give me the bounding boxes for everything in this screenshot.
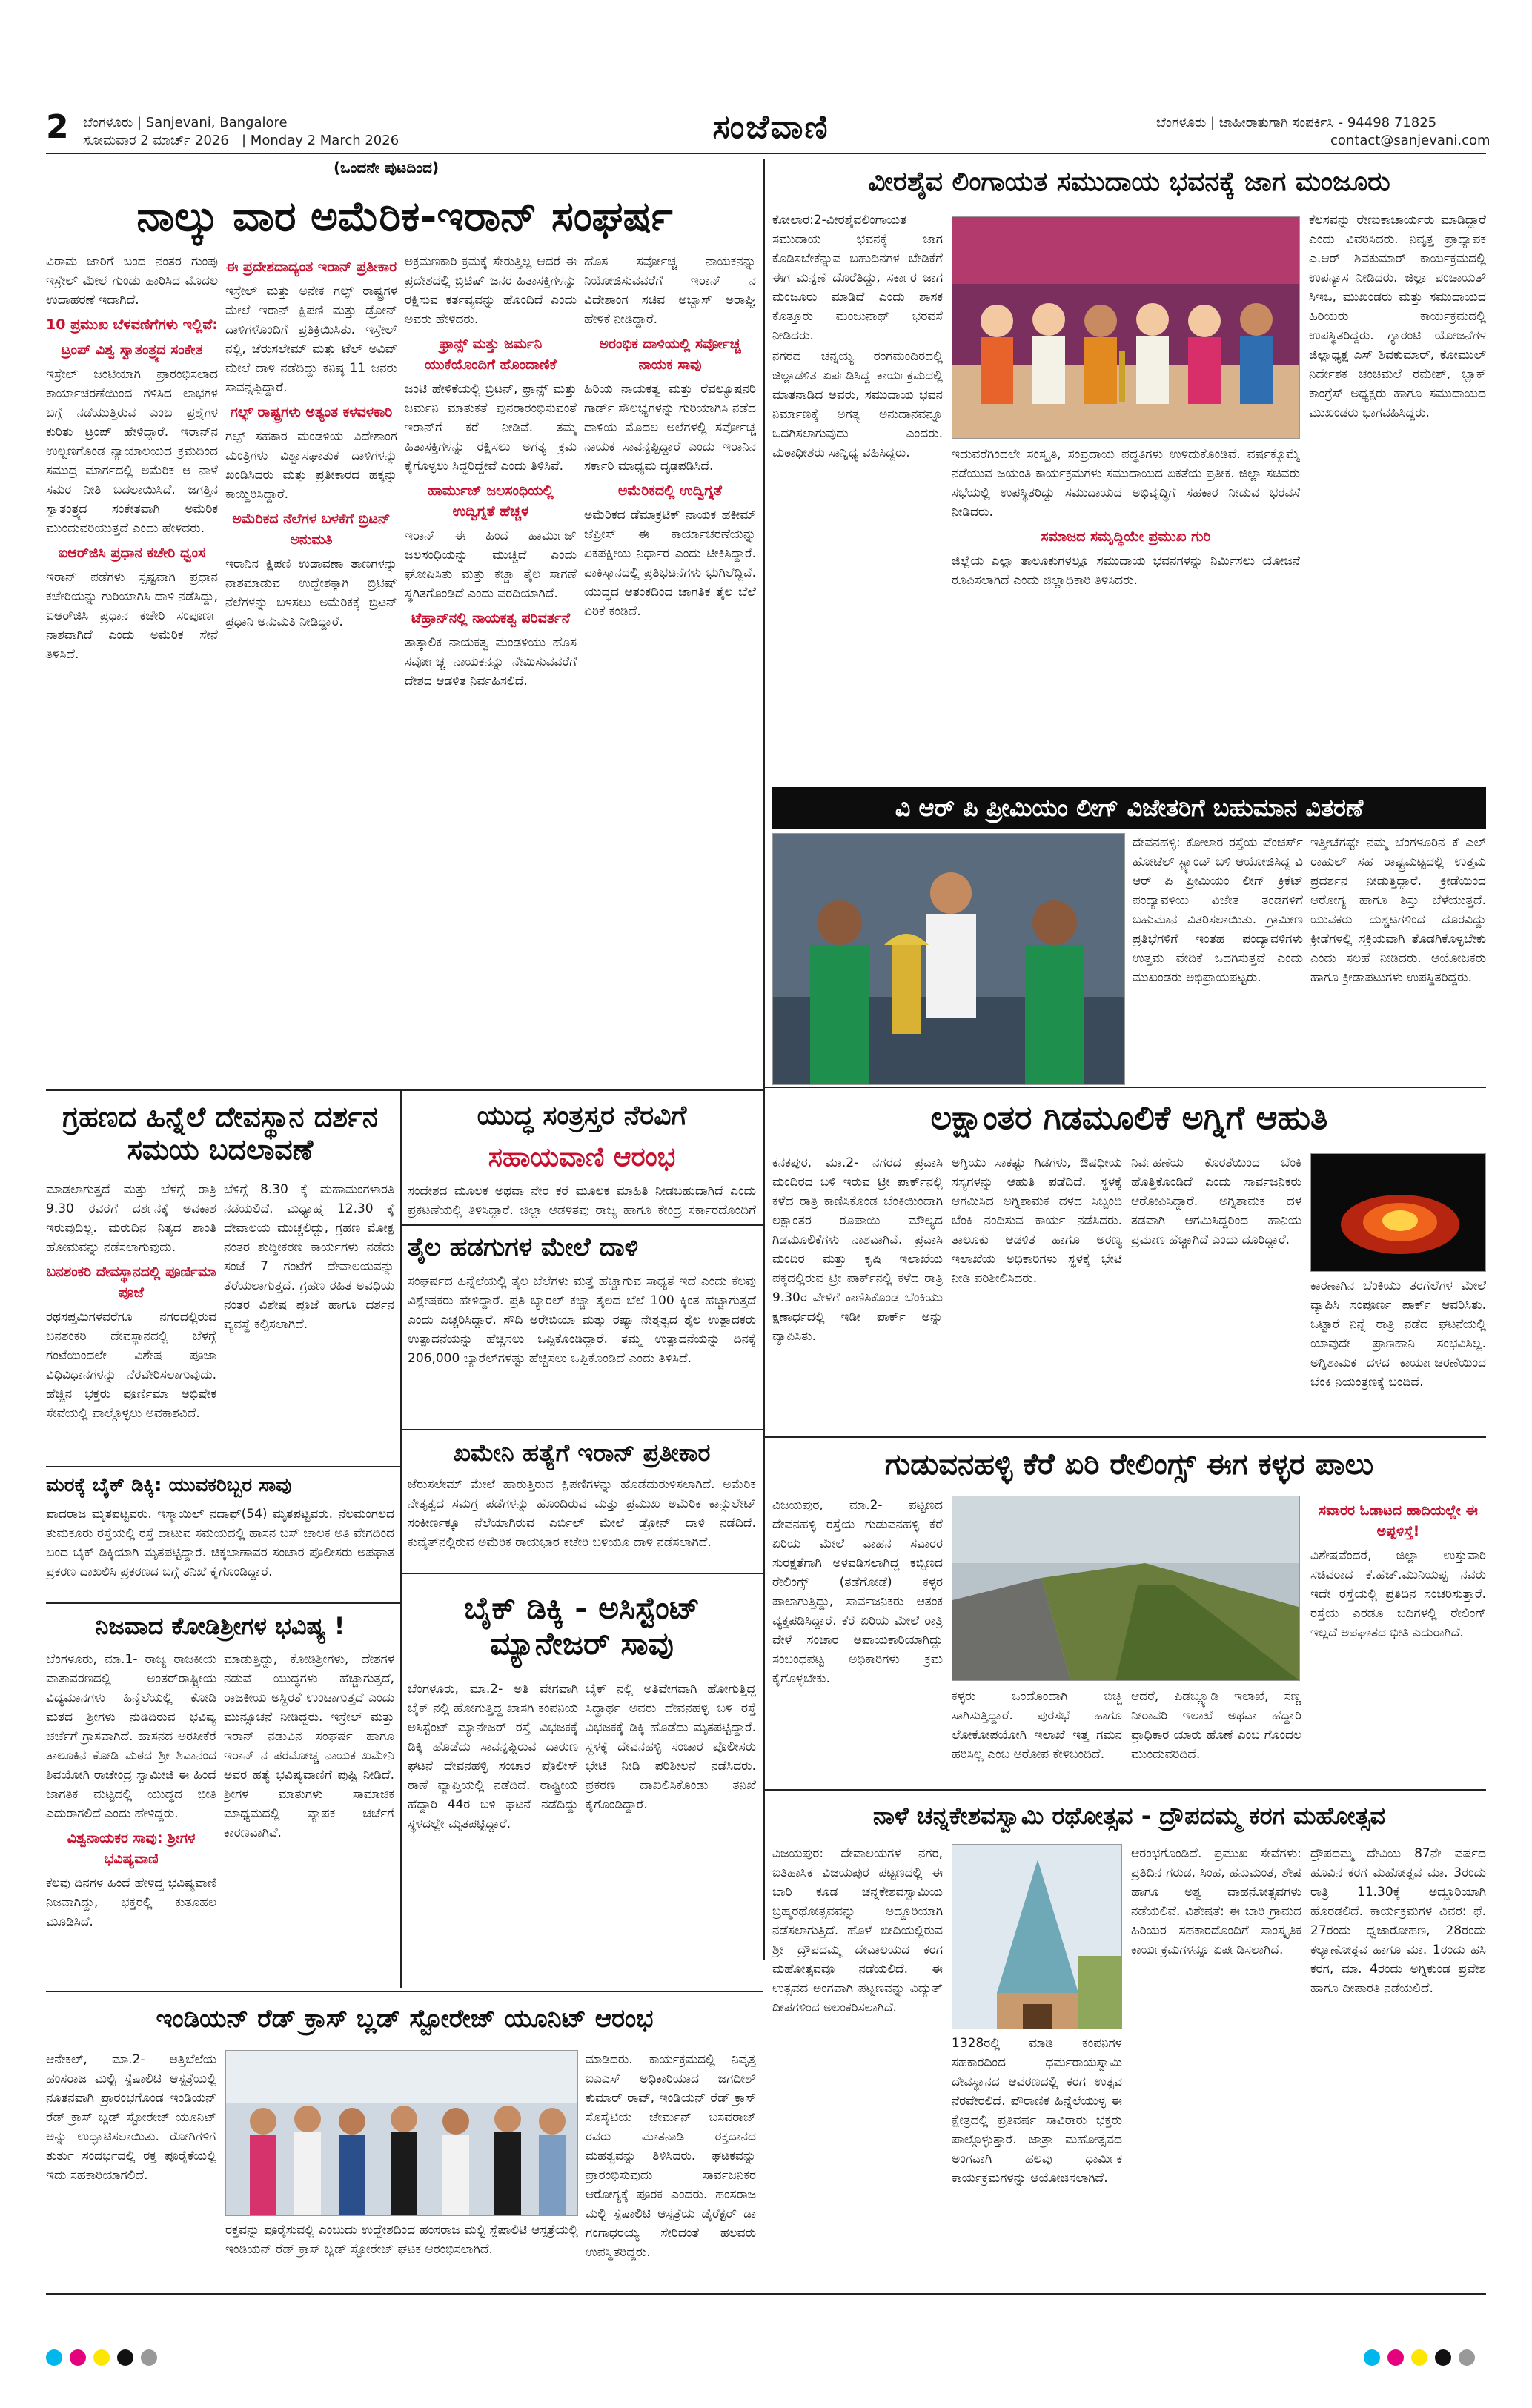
- veerashaiva-headline: ವೀರಶೈವ ಲಿಂಗಾಯತ ಸಮುದಾಯ ಭವನಕ್ಕೆ ಜಾಗ ಮಂಜೂರು: [868, 167, 1390, 198]
- redcross-event-photo: [225, 2050, 578, 2216]
- iran-headline: ನಾಲ್ಕು ವಾರ ಅಮೆರಿಕ-ಇರಾನ್ ಸಂಘರ್ಷ: [136, 192, 673, 241]
- ukraine-subhead: ಸಹಾಯವಾಣಿ ಆರಂಭ: [488, 1142, 676, 1173]
- bike-headline: ಮರಕ್ಕೆ ಬೈಕ್ ಡಿಕ್ಕಿ: ಯುವಕರಿಬ್ಬರ ಸಾವು: [46, 1474, 292, 1497]
- fire-col-3: ನಿರ್ವಹಣೆಯ ಕೊರತೆಯಿಂದ ಬೆಂಕಿ ಹೊತ್ತಿಕೊಂಡಿದೆ ಎಂದು ಸಾರ್ವಜನಿಕರು ಆರೋಪಿಸಿದ್ದಾರೆ. ಅಗ್ನಿಶಾಮಕ ದಳ ತಡವಾಗಿ ಆಗಮಿಸಿದ್ದರಿಂದ ಹಾನಿಯ ಪ್ರಮಾಣ ಹೆಚ್ಚಾಗಿದೆ ಎಂದು ದೂರಿದ್ದಾರೆ.: [1131, 1155, 1301, 1247]
- fire-col-2: ಅಗ್ನಿಯು ಸಾಕಷ್ಟು ಗಿಡಗಳು, ಔಷಧೀಯ ಸಸ್ಯಗಳನ್ನು ಆಹುತಿ ಪಡೆದಿದೆ. ಸ್ಥಳಕ್ಕೆ ಆಗಮಿಸಿದ ಅಗ್ನಿಶಾಮಕ ದಳದ ಸಿಬ್ಬಂದಿ ಬೆಂಕಿ ನಂದಿಸುವ ಕಾರ್ಯ ನಡೆಸಿದರು. ತಾಲೂಕು ಆಡಳಿತ ಹಾಗೂ ಅರಣ್ಯ ಇಲಾಖೆಯ ಅಧಿಕಾರಿಗಳು ಸ್ಥಳಕ್ಕೆ ಭೇಟಿ ನೀಡಿ ಪರಿಶೀಲಿಸಿದರು.: [952, 1155, 1122, 1286]
- redcross-col-1: ಆನೇಕಲ್, ಮಾ.2- ಅತ್ತಿಬೆಲೆಯ ಹಂಸರಾಜ ಮಲ್ಟಿ ಸ್ಪೆಷಾಲಿಟಿ ಆಸ್ಪತ್ರೆಯಲ್ಲಿ ನೂತನವಾಗಿ ಪ್ರಾರಂಭಗೊಂಡ ಇಂಡಿಯನ್ ರೆಡ್ ಕ್ರಾಸ್ ಬ್ಲಡ್ ಸ್ಟೋರೇಜ್ ಯೂನಿಟ್ ಅನ್ನು ಉದ್ಘಾಟಿಸಲಾಯಿತು. ರೋಗಿಗಳಿಗೆ ತುರ್ತು ಸಂದರ್ಭದಲ್ಲಿ ರಕ್ತ ಪೂರೈಕೆಯಲ್ಲಿ ಇದು ಸಹಕಾರಿಯಾಗಲಿದೆ.: [46, 2052, 216, 2183]
- iran-col-1: ವಿರಾಮ ಜಾರಿಗೆ ಬಂದ ನಂತರ ಗುಂಪು ಇಸ್ರೇಲ್ ಮೇಲೆ ಗುಂಡು ಹಾರಿಸಿದ ಮೊದಲ ಉದಾಹರಣೆ ಇದಾಗಿದೆ. 10 ಪ್ರಮುಖ ಬೆಳವಣಿಗೆಗಳು ಇಲ್ಲಿವೆ: ಟ್ರಂಪ್ ವಿಶ್ವ ಸ್ವಾತಂತ್ರ್ಯದ ಸಂಕೇತ ಇಸ್ರೇಲ್ ಜಂಟಿಯಾಗಿ ಪ್ರಾರಂಭಿಸಲಾದ ಕಾರ್ಯಾಚರಣೆಯಿಂದ ಗಳಿಸಿದ ಲಾಭಗಳ ಬಗ್ಗೆ ನಡೆಯುತ್ತಿರುವ ಎಂಬ ಪ್ರಶ್ನೆಗಳ ಕುರಿತು ಟ್ರಂಪ್ ಹೇಳಿದ್ದಾರೆ. ಇರಾನ್‌ನ ಉಲ್ಬಣಗೊಂಡ ನ್ಯಾಯಾಲಯದ ಕ್ರಮದಿಂದ ಸಮುದ್ರ ಮಾರ್ಗದಲ್ಲಿ ಅಮೆರಿಕ ಆ ನಾಳೆ ಸಮರ ನೀತಿ ಬದಲಾಯಿಸಿದೆ. ಜಗತ್ತಿನ ಸ್ವಾತಂತ್ರ್ಯದ ಸಂಕೇತವಾಗಿ ಅಮೆರಿಕ ಮುಂದುವರಿಯುತ್ತದೆ ಎಂದು ಹೇಳಿದರು. ಐಆರ್‌ಜಿಸಿ ಪ್ರಧಾನ ಕಚೇರಿ ಧ್ವಂಸ ಇರಾನ್ ಪಡೆಗಳು ಸ್ಪಷ್ಟವಾಗಿ ಪ್ರಧಾನ ಕಚೇರಿಯನ್ನು ಗುರಿಯಾಗಿಸಿ ದಾಳಿ ನಡೆಸಿದ್ದು, ಐಆರ್‌ಜಿಸಿ ಪ್ರಧಾನ ಕಚೇರಿ ಸಂಪೂರ್ಣ ನಾಶವಾಗಿದೆ ಎಂದು ಅಮೆರಿಕ ಸೇನೆ ತಿಳಿಸಿದೆ.: [46, 254, 218, 662]
- assistant-col-1: ಬೆಂಗಳೂರು, ಮಾ.2- ಅತಿ ವೇಗವಾಗಿ ಬೈಕ್ ನಲ್ಲಿ ಹೋಗುತ್ತಿದ್ದ ಖಾಸಗಿ ಕಂಪನಿಯ ಅಸಿಸ್ಟೆಂಟ್ ಮ್ಯಾನೇಜರ್ ರಸ್ತೆ ವಿಭಜಕಕ್ಕೆ ಡಿಕ್ಕಿ ಹೊಡೆದು ಸಾವನ್ನಪ್ಪಿರುವ ದಾರುಣ ಘಟನೆ ದೇವನಹಳ್ಳಿ ಸಂಚಾರ ಪೊಲೀಸ್ ಠಾಣೆ ವ್ಯಾಪ್ತಿಯಲ್ಲಿ ನಡೆದಿದೆ. ರಾಷ್ಟ್ರೀಯ ಹೆದ್ದಾರಿ 44ರ ಬಳಿ ಘಟನೆ ನಡೆದಿದ್ದು ಸ್ಥಳದಲ್ಲೇ ಮೃತಪಟ್ಟಿದ್ದಾರೆ.: [408, 1682, 578, 1831]
- vrp-col-1: ದೇವನಹಳ್ಳಿ: ಕೋಲಾರ ರಸ್ತೆಯ ವೆಂಚರ್ಸ್ ಹೋಟೆಲ್ ಸ್ಟ್ಯಾಂಡ್ ಬಳಿ ಆಯೋಜಿಸಿದ್ದ ವಿ ಆರ್ ಪಿ ಪ್ರೀಮಿಯಂ ಲೀಗ್ ಕ್ರಿಕೆಟ್ ಪಂದ್ಯಾವಳಿಯ ವಿಜೇತ ತಂಡಗಳಿಗೆ ಬಹುಮಾನ ವಿತರಿಸಲಾಯಿತು. ಗ್ರಾಮೀಣ ಪ್ರತಿಭೆಗಳಿಗೆ ಇಂತಹ ಪಂದ್ಯಾವಳಿಗಳು ಉತ್ತಮ ವೇದಿಕೆ ಒದಗಿಸುತ್ತವೆ ಎಂದು ಮುಖಂಡರು ಅಭಿಪ್ರಾಯಪಟ್ಟರು.: [1133, 835, 1303, 985]
- page-number: 2: [46, 108, 69, 146]
- iran-col-3: ಅಕ್ರಮಣಕಾರಿ ಕ್ರಮಕ್ಕೆ ಸೇರುತ್ತಿಲ್ಲ ಆದರೆ ಈ ಪ್ರದೇಶದಲ್ಲಿ ಬ್ರಿಟಿಷ್ ಜನರ ಹಿತಾಸಕ್ತಿಗಳನ್ನು ರಕ್ಷಿಸುವ ಕರ್ತವ್ಯವನ್ನು ಹೊಂದಿದೆ ಎಂದು ಅವರು ಹೇಳಿದರು. ಫ್ರಾನ್ಸ್ ಮತ್ತು ಜರ್ಮನಿ ಯುಕೆಯೊಂದಿಗೆ ಹೊಂದಾಣಿಕೆ ಜಂಟಿ ಹೇಳಿಕೆಯಲ್ಲಿ ಬ್ರಿಟನ್, ಫ್ರಾನ್ಸ್ ಮತ್ತು ಜರ್ಮನಿ ಮಾತುಕತೆ ಪುನರಾರಂಭಿಸುವಂತೆ ಇರಾನ್‌ಗೆ ಕರೆ ನೀಡಿವೆ. ತಮ್ಮ ಹಿತಾಸಕ್ತಿಗಳನ್ನು ರಕ್ಷಿಸಲು ಅಗತ್ಯ ಕ್ರಮ ಕೈಗೊಳ್ಳಲು ಸಿದ್ಧರಿದ್ದೇವೆ ಎಂದು ತಿಳಿಸಿವೆ. ಹಾರ್ಮುಜ್ ಜಲಸಂಧಿಯಲ್ಲಿ ಉದ್ವಿಗ್ನತೆ ಹೆಚ್ಚಳ ಇರಾನ್ ಈ ಹಿಂದೆ ಹಾರ್ಮುಜ್ ಜಲಸಂಧಿಯನ್ನು ಮುಚ್ಚಿದೆ ಎಂದು ಘೋಷಿಸಿತು ಮತ್ತು ಕಚ್ಚಾ ತೈಲ ಸಾಗಣೆ ಸ್ಥಗಿತಗೊಂಡಿದೆ ಎಂದು ವರದಿಯಾಗಿದೆ. ಟೆಹ್ರಾನ್‌ನಲ್ಲಿ ನಾಯಕತ್ವ ಪರಿವರ್ತನೆ ತಾತ್ಕಾಲಿಕ ನಾಯಕತ್ವ ಮಂಡಳಿಯು ಹೊಸ ಸರ್ವೋಚ್ಚ ನಾಯಕನನ್ನು ನೇಮಿಸುವವರೆಗೆ ದೇಶದ ಆಡಳಿತ ನಿರ್ವಹಿಸಲಿದೆ.: [405, 254, 577, 689]
- ukraine-body: ಸಂದೇಶದ ಮೂಲಕ ಅಥವಾ ನೇರ ಕರೆ ಮೂಲಕ ಮಾಹಿತಿ ನೀಡಬಹುದಾಗಿದೆ ಎಂದು ಪ್ರಕಟಣೆಯಲ್ಲಿ ತಿಳಿಸಿದ್ದಾರೆ. ಜಿಲ್ಲಾ ಆಡಳಿತವು ರಾಜ್ಯ ಹಾಗೂ ಕೇಂದ್ರ ಸರ್ಕಾರದೊಂದಿಗೆ: [408, 1184, 756, 1218]
- footer-rule: [46, 2293, 1486, 2295]
- kodi-headline: ನಿಜವಾದ ಕೋಡಿಶ್ರೀಗಳ ಭವಿಷ್ಯ !: [95, 1611, 345, 1640]
- lake-col-1: ವಿಜಯಪುರ, ಮಾ.2- ಪಟ್ಟಣದ ದೇವನಹಳ್ಳಿ ರಸ್ತೆಯ ಗುಡುವನಹಳ್ಳಿ ಕೆರೆ ಏರಿಯ ಮೇಲೆ ವಾಹನ ಸವಾರರ ಸುರಕ್ಷತೆಗಾಗಿ ಅಳವಡಿಸಲಾಗಿದ್ದ ಕಬ್ಬಿಣದ ರೇಲಿಂಗ್ಸ್ (ತಡೆಗೋಡೆ) ಕಳ್ಳರ ಪಾಲಾಗುತ್ತಿದ್ದು, ಸಾರ್ವಜನಿಕರು ಆತಂಕ ವ್ಯಕ್ತಪಡಿಸಿದ್ದಾರೆ. ಕೆರೆ ಏರಿಯ ಮೇಲೆ ರಾತ್ರಿ ವೇಳೆ ಸಂಚಾರ ಅಪಾಯಕಾರಿಯಾಗಿದ್ದು ಸಂಬಂಧಪಟ್ಟ ಅಧಿಕಾರಿಗಳು ಕ್ರಮ ಕೈಗೊಳ್ಳಬೇಕು.: [772, 1498, 943, 1686]
- assistant-col-2: ಬೈಕ್ ನಲ್ಲಿ ಅತಿವೇಗವಾಗಿ ಹೋಗುತ್ತಿದ್ದ ಸಿದ್ಧಾರ್ಥ ಅವರು ದೇವನಹಳ್ಳಿ ಬಳಿ ರಸ್ತೆ ವಿಭಜಕಕ್ಕೆ ಡಿಕ್ಕಿ ಹೊಡೆದು ಮೃತಪಟ್ಟಿದ್ದಾರೆ. ಸ್ಥಳಕ್ಕೆ ದೇವನಹಳ್ಳಿ ಸಂಚಾರ ಪೊಲೀಸರು ಭೇಟಿ ನೀಡಿ ಪರಿಶೀಲನೆ ನಡೆಸಿದರು. ಪ್ರಕರಣ ದಾಖಲಿಸಿಕೊಂಡು ತನಿಖೆ ಕೈಗೊಂಡಿದ್ದಾರೆ.: [586, 1682, 756, 1812]
- chennakeshava-col-2: 1328ರಲ್ಲಿ ಮಾಡಿ ಕಂಪನಿಗಳ ಸಹಕಾರದಿಂದ ಧರ್ಮರಾಯಸ್ವಾಮಿ ದೇವಸ್ಥಾನದ ಆವರಣದಲ್ಲಿ ಕರಗ ಉತ್ಸವ ನೆರವೇರಲಿದೆ. ಪೌರಾಣಿಕ ಹಿನ್ನೆಲೆಯುಳ್ಳ ಈ ಕ್ಷೇತ್ರದಲ್ಲಿ ಪ್ರತಿವರ್ಷ ಸಾವಿರಾರು ಭಕ್ತರು ಪಾಲ್ಗೊಳ್ಳುತ್ತಾರೆ. ಜಾತ್ರಾ ಮಹೋತ್ಸವದ ಅಂಗವಾಗಿ ಹಲವು ಧಾರ್ಮಿಕ ಕಾರ್ಯಕ್ರಮಗಳನ್ನು ಆಯೋಜಿಸಲಾಗಿದೆ.: [952, 2036, 1122, 2186]
- fire-photo-caption: [1311, 1270, 1315, 1271]
- veerashaiva-col-3: ಕೆಲಸವನ್ನು ರೇಣುಕಾಚಾರ್ಯರು ಮಾಡಿದ್ದಾರೆ ಎಂದು ವಿವರಿಸಿದರು. ನಿವೃತ್ತ ಪ್ರಾಧ್ಯಾಪಕ ಎ.ಆರ್ ಶಿವಕುಮಾರ್ ಕಾರ್ಯಕ್ರಮದಲ್ಲಿ ಉಪನ್ಯಾಸ ನೀಡಿದರು. ಜಿಲ್ಲಾ ಪಂಚಾಯತ್ ಸಿಇಒ, ಮುಖಂಡರು ಮತ್ತು ಸಮುದಾಯದ ಹಿರಿಯರು ಕಾರ್ಯಕ್ರಮದಲ್ಲಿ ಉಪಸ್ಥಿತರಿದ್ದರು. ಗ್ಯಾರಂಟಿ ಯೋಜನೆಗಳ ಜಿಲ್ಲಾಧ್ಯಕ್ಷ ಎಸ್ ಶಿವಕುಮಾರ್, ಕೋಮುಲ್ ನಿರ್ದೇಶಕ ಚಂಚಿಮಲೆ ರಮೇಶ್, ಬ್ಲಾಕ್ ಕಾಂಗ್ರೆಸ್ ಅಧ್ಯಕ್ಷರು ಹಾಗೂ ಸಮುದಾಯದ ಮುಖಂಡರು ಭಾಗವಹಿಸಿದ್ದರು.: [1309, 213, 1486, 420]
- lake-headline: ಗುಡುವನಹಳ್ಳಿ ಕೆರೆ ಏರಿ ರೇಲಿಂಗ್ಸ್ ಈಗ ಕಳ್ಳರ ಪಾಲು: [884, 1447, 1374, 1482]
- fire-headline: ಲಕ್ಷಾಂತರ ಗಿಡಮೂಲಿಕೆ ಅಗ್ನಿಗೆ ಆಹುತಿ: [930, 1098, 1328, 1137]
- chennakeshava-col-1: ವಿಜಯಪುರ: ದೇವಾಲಯಗಳ ನಗರ, ಐತಿಹಾಸಿಕ ವಿಜಯಪುರ ಪಟ್ಟಣದಲ್ಲಿ ಈ ಬಾರಿ ಕೂಡ ಚನ್ನಕೇಶವಸ್ವಾಮಿಯ ಬ್ರಹ್ಮರಥೋತ್ಸವವನ್ನು ಅದ್ದೂರಿಯಾಗಿ ನಡೆಸಲಾಗುತ್ತಿದೆ. ಹೊಳೆ ಬೀದಿಯಲ್ಲಿರುವ ಶ್ರೀ ದ್ರೌಪದಮ್ಮ ದೇವಾಲಯದ ಕರಗ ಮಹೋತ್ಸವವೂ ನಡೆಯಲಿದೆ. ಈ ಉತ್ಸವದ ಅಂಗವಾಗಿ ಪಟ್ಟಣವನ್ನು ವಿದ್ಯುತ್ ದೀಪಗಳಿಂದ ಅಲಂಕರಿಸಲಾಗಿದೆ.: [772, 1846, 943, 2015]
- kicker: (ಒಂದನೇ ಪುಟದಿಂದ): [334, 159, 440, 176]
- fire-col-1: ಕನಕಪುರ, ಮಾ.2- ನಗರದ ಪ್ರವಾಸಿ ಮಂದಿರದ ಬಳಿ ಇರುವ ಟ್ರೀ ಪಾರ್ಕ್‌ನಲ್ಲಿ ಕಳೆದ ರಾತ್ರಿ ಕಾಣಿಸಿಕೊಂಡ ಬೆಂಕಿಯಿಂದಾಗಿ ಲಕ್ಷಾಂತರ ರೂಪಾಯಿ ಮೌಲ್ಯದ ಗಿಡಮೂಲಿಕೆಗಳು ನಾಶವಾಗಿವೆ. ಪ್ರವಾಸಿ ಮಂದಿರ ಮತ್ತು ಕೃಷಿ ಇಲಾಖೆಯ ಪಕ್ಕದಲ್ಲಿರುವ ಟ್ರೀ ಪಾರ್ಕ್‌ನಲ್ಲಿ ಕಳೆದ ರಾತ್ರಿ 9.30ರ ವೇಳೆಗೆ ಕಾಣಿಸಿಕೊಂಡ ಬೆಂಕಿಯು ಕ್ಷಣಾರ್ಧದಲ್ಲಿ ಇಡೀ ಪಾರ್ಕ್ ಅನ್ನು ವ್ಯಾಪಿಸಿತು.: [772, 1155, 943, 1344]
- lake-col-4: ಸವಾರರ ಓಡಾಟದ ಹಾದಿಯಲ್ಲೇ ಈ ಅಪ್ಪಳಿಸ್ತೆ! ವಿಶೇಷವೆಂದರೆ, ಜಿಲ್ಲಾ ಉಸ್ತುವಾರಿ ಸಚಿವರಾದ ಕೆ.ಹೆಚ್.ಮುನಿಯಪ್ಪ ನವರು ಇದೇ ರಸ್ತೆಯಲ್ಲಿ ಪ್ರತಿದಿನ ಸಂಚರಿಸುತ್ತಾರೆ. ರಸ್ತೆಯ ಎರಡೂ ಬದಿಗಳಲ್ಲಿ ರೇಲಿಂಗ್ ಇಲ್ಲದೆ ಅಪಘಾತದ ಭೀತಿ ಎದುರಾಗಿದೆ.: [1310, 1502, 1486, 1640]
- registration-dot: [70, 2349, 86, 2366]
- vrp-col-2: ಇತ್ತೀಚೆಗಷ್ಟೇ ನಮ್ಮ ಬೆಂಗಳೂರಿನ ಕೆ ಎಲ್ ರಾಹುಲ್ ಸಹ ರಾಷ್ಟ್ರಮಟ್ಟದಲ್ಲಿ ಉತ್ತಮ ಪ್ರದರ್ಶನ ನೀಡುತ್ತಿದ್ದಾರೆ. ಕ್ರೀಡೆಯಿಂದ ಆರೋಗ್ಯ ಹಾಗೂ ಶಿಸ್ತು ಬೆಳೆಯುತ್ತದೆ. ಯುವಕರು ದುಶ್ಚಟಗಳಿಂದ ದೂರವಿದ್ದು ಕ್ರೀಡೆಗಳಲ್ಲಿ ಸಕ್ರಿಯವಾಗಿ ತೊಡಗಿಕೊಳ್ಳಬೇಕು ಎಂದು ಸಲಹೆ ನೀಡಿದರು. ಆಯೋಜಕರು ಹಾಗೂ ಕ್ರೀಡಾಪಟುಗಳು ಉಪಸ್ಥಿತರಿದ್ದರು.: [1310, 835, 1486, 985]
- vrp-trophy-photo: [772, 833, 1125, 1085]
- oil-headline: ತೈಲ ಹಡಗುಗಳ ಮೇಲೆ ದಾಳಿ: [408, 1233, 639, 1263]
- khamenei-headline: ಖಮೇನಿ ಹತ್ಯೆಗೆ ಇರಾನ್ ಪ್ರತೀಕಾರ: [453, 1438, 711, 1467]
- veerashaiva-event-photo: [952, 216, 1300, 439]
- lake-col-3: ಆದರೆ, ಪಿಡಬ್ಲ್ಯೂಡಿ ಇಲಾಖೆ, ಸಣ್ಣ ನೀರಾವರಿ ಇಲಾಖೆ ಅಥವಾ ಹೆದ್ದಾರಿ ಪ್ರಾಧಿಕಾರ ಯಾರು ಹೊಣೆ ಎಂಬ ಗೊಂದಲ ಮುಂದುವರಿದಿದೆ.: [1131, 1689, 1301, 1762]
- temple-tower-photo: [952, 1844, 1122, 2029]
- fire-col-4: ಕಾರಣಾಗಿನ ಬೆಂಕಿಯು ತರಗೆಲೆಗಳ ಮೇಲೆ ವ್ಯಾಪಿಸಿ ಸಂಪೂರ್ಣ ಪಾರ್ಕ್ ಆವರಿಸಿತು. ಒಟ್ಟಾರೆ ನಿನ್ನೆ ರಾತ್ರಿ ನಡೆದ ಘಟನೆಯಲ್ಲಿ ಯಾವುದೇ ಪ್ರಾಣಹಾನಿ ಸಂಭವಿಸಿಲ್ಲ. ಅಗ್ನಿಶಾಮಕ ದಳದ ಕಾರ್ಯಾಚರಣೆಯಿಂದ ಬೆಂಕಿ ನಿಯಂತ್ರಣಕ್ಕೆ ಬಂದಿದೆ.: [1310, 1278, 1486, 1390]
- registration-dot: [1364, 2349, 1380, 2366]
- chennakeshava-col-3: ಆರಂಭಗೊಂಡಿದೆ. ಪ್ರಮುಖ ಸೇವೆಗಳು: ಪ್ರತಿದಿನ ಗರುಡ, ಸಿಂಹ, ಹನುಮಂತ, ಶೇಷ ಹಾಗೂ ಅಶ್ವ ವಾಹನೋತ್ಸವಗಳು ನಡೆಯಲಿವೆ. ವಿಶೇಷತೆ: ಈ ಬಾರಿ ಗ್ರಾಮದ ಹಿರಿಯರ ಸಹಕಾರದೊಂದಿಗೆ ಸಾಂಸ್ಕೃತಿಕ ಕಾರ್ಯಕ್ರಮಗಳನ್ನೂ ಏರ್ಪಡಿಸಲಾಗಿದೆ.: [1131, 1846, 1301, 1957]
- masthead-rule: [46, 153, 1486, 154]
- masthead-date: ಸೋಮವಾರ 2 ಮಾರ್ಚ್ 2026 | Monday 2 March 2026: [83, 133, 399, 148]
- redcross-col-2: ರಕ್ತವನ್ನು ಪೂರೈಸುವಲ್ಲಿ ಎಂಬುದು ಉದ್ದೇಶದಿಂದ ಹಂಸರಾಜ ಮಲ್ಟಿ ಸ್ಪೆಷಾಲಿಟಿ ಆಸ್ಪತ್ರೆಯಲ್ಲಿ ಇಂಡಿಯನ್ ರೆಡ್ ಕ್ರಾಸ್ ಬ್ಲಡ್ ಸ್ಟೋರೇಜ್ ಘಟಕ ಆರಂಭಿಸಲಾಗಿದೆ.: [225, 2223, 578, 2257]
- masthead-city: ಬೆಂಗಳೂರು | Sanjevani, Bangalore: [83, 115, 288, 130]
- kodi-col-1: ಬೆಂಗಳೂರು, ಮಾ.1- ರಾಜ್ಯ ರಾಜಕೀಯ ವಾತಾವರಣದಲ್ಲಿ ಅಂತರ್‌ರಾಷ್ಟ್ರೀಯ ವಿದ್ಯಮಾನಗಳು ಹಿನ್ನೆಲೆಯಲ್ಲಿ ಕೋಡಿ ಮಠದ ಶ್ರೀಗಳು ನುಡಿದಿರುವ ಭವಿಷ್ಯ ಚರ್ಚೆಗೆ ಗ್ರಾಸವಾಗಿದೆ. ಹಾಸನದ ಅರಸೀಕೆರೆ ತಾಲೂಕಿನ ಕೋಡಿ ಮಠದ ಶ್ರೀ ಶಿವಾನಂದ ಶಿವಯೋಗಿ ರಾಜೇಂದ್ರ ಸ್ವಾಮೀಜಿ ಈ ಹಿಂದೆ ಜಾಗತಿಕ ಮಟ್ಟದಲ್ಲಿ ಯುದ್ಧದ ಭೀತಿ ಎದುರಾಗಲಿದೆ ಎಂದು ಹೇಳಿದ್ದರು. ವಿಶ್ವನಾಯಕರ ಸಾವು: ಶ್ರೀಗಳ ಭವಿಷ್ಯವಾಣಿ ಕೆಲವು ದಿನಗಳ ಹಿಂದೆ ಹೇಳಿದ್ದ ಭವಿಷ್ಯವಾಣಿ ನಿಜವಾಗಿದ್ದು, ಭಕ್ತರಲ್ಲಿ ಕುತೂಹಲ ಮೂಡಿಸಿದೆ.: [46, 1652, 216, 1929]
- ukraine-headline: ಯುದ್ಧ ಸಂತ್ರಸ್ತರ ನೆರವಿಗೆ: [477, 1101, 687, 1132]
- email-link[interactable]: contact@sanjevani.com: [1330, 133, 1490, 148]
- temple-col-2: ಬೆಳಿಗ್ಗೆ 8.30 ಕ್ಕೆ ಮಹಾಮಂಗಳಾರತಿ ನಡೆಯಲಿದೆ. ಮಧ್ಯಾಹ್ನ 12.30 ಕ್ಕೆ ದೇವಾಲಯ ಮುಚ್ಚಲಿದ್ದು, ಗ್ರಹಣ ಮೋಕ್ಷ ನಂತರ ಶುದ್ಧೀಕರಣ ಕಾರ್ಯಗಳು ನಡೆದು ಸಂಜೆ 7 ಗಂಟೆಗೆ ದೇವಾಲಯವನ್ನು ತೆರೆಯಲಾಗುತ್ತದೆ. ಗ್ರಹಣ ರಹಿತ ಅವಧಿಯ ನಂತರ ವಿಶೇಷ ಪೂಜೆ ಹಾಗೂ ದರ್ಶನ ವ್ಯವಸ್ಥೆ ಕಲ್ಪಿಸಲಾಗಿದೆ.: [224, 1182, 394, 1332]
- lake-col-2: ಕಳ್ಳರು ಒಂದೊಂದಾಗಿ ಬಿಚ್ಚಿ ಸಾಗಿಸುತ್ತಿದ್ದಾರೆ. ಪುರಸಭೆ ಹಾಗೂ ಲೋಕೋಪಯೋಗಿ ಇಲಾಖೆ ಇತ್ತ ಗಮನ ಹರಿಸಿಲ್ಲ ಎಂಬ ಆರೋಪ ಕೇಳಿಬಂದಿದೆ.: [952, 1689, 1122, 1762]
- chennakeshava-col-4: ದ್ರೌಪದಮ್ಮ ದೇವಿಯ 87ನೇ ವರ್ಷದ ಹೂವಿನ ಕರಗ ಮಹೋತ್ಸವ ಮಾ. 3ರಂದು ರಾತ್ರಿ 11.30ಕ್ಕೆ ಅದ್ದೂರಿಯಾಗಿ ಹೊರಡಲಿದೆ. ಕಾರ್ಯಕ್ರಮಗಳ ವಿವರ: ಫೆ. 27ರಂದು ಧ್ವಜಾರೋಹಣ, 28ರಂದು ಕಲ್ಯಾಣೋತ್ಸವ ಹಾಗೂ ಮಾ. 1ರಂದು ಹಸಿ ಕರಗ, ಮಾ. 4ರಂದು ಅಗ್ನಿಕುಂಡ ಪ್ರವೇಶ ಹಾಗೂ ದೀಪಾರತಿ ನಡೆಯಲಿದೆ.: [1310, 1846, 1486, 1996]
- masthead: [0, 0, 1532, 156]
- registration-dot: [1387, 2349, 1404, 2366]
- khamenei-body: ಜೆರುಸಲೇಮ್ ಮೇಲೆ ಹಾರುತ್ತಿರುವ ಕ್ಷಿಪಣಿಗಳನ್ನು ಹೊಡೆದುರುಳಿಸಲಾಗಿದೆ. ಅಮೆರಿಕ ನೇತೃತ್ವದ ಸಮಗ್ರ ಪಡೆಗಳನ್ನು ಹೊಂದಿರುವ ಮತ್ತು ಪ್ರಮುಖ ಅಮೆರಿಕ ಕಾನ್ಸುಲೇಟ್ ಸಂಕೀರ್ಣಕ್ಕೂ ನೆಲೆಯಾಗಿರುವ ಎರ್ಬಿಲ್ ಮೇಲೆ ಡ್ರೋನ್ ದಾಳಿ ನಡೆದಿದೆ. ಕುವೈತ್‌ನಲ್ಲಿರುವ ಅಮೆರಿಕ ರಾಯಭಾರ ಕಚೇರಿ ಬಳಿಯೂ ದಾಳಿ ನಡೆಸಲಾಗಿದೆ.: [408, 1477, 756, 1550]
- redcross-col-3: ಮಾಡಿದರು. ಕಾರ್ಯಕ್ರಮದಲ್ಲಿ ನಿವೃತ್ತ ಐಎಎಸ್ ಅಧಿಕಾರಿಯಾದ ಜಗದೀಶ್ ಕುಮಾರ್ ರಾವ್, ಇಂಡಿಯನ್ ರೆಡ್ ಕ್ರಾಸ್ ಸೊಸೈಟಿಯ ಚೇರ್ಮನ್ ಬಸವರಾಜ್ ರವರು ಮಾತನಾಡಿ ರಕ್ತದಾನದ ಮಹತ್ವವನ್ನು ತಿಳಿಸಿದರು. ಘಟಕವನ್ನು ಪ್ರಾರಂಭಿಸುವುದು ಸಾರ್ವಜನಿಕರ ಆರೋಗ್ಯಕ್ಕೆ ಪೂರಕ ಎಂದರು. ಹಂಸರಾಜ ಮಲ್ಟಿ ಸ್ಪೆಷಾಲಿಟಿ ಆಸ್ಪತ್ರೆಯ ಡೈರೆಕ್ಟರ್ ಡಾ ಗಂಗಾಧರಯ್ಯ ಸೇರಿದಂತೆ ಹಲವರು ಉಪಸ್ಥಿತರಿದ್ದರು.: [586, 2052, 756, 2260]
- oil-body: ಸಂಘರ್ಷದ ಹಿನ್ನೆಲೆಯಲ್ಲಿ ತೈಲ ಬೆಲೆಗಳು ಮತ್ತೆ ಹೆಚ್ಚಾಗುವ ಸಾಧ್ಯತೆ ಇದೆ ಎಂದು ಕೆಲವು ವಿಶ್ಲೇಷಕರು ಹೇಳಿದ್ದಾರೆ. ಪ್ರತಿ ಬ್ಯಾರಲ್ ಕಚ್ಚಾ ತೈಲದ ಬೆಲೆ 100 ಕ್ಕಿಂತ ಹೆಚ್ಚಾಗುತ್ತದೆ ಎಂದು ಎಚ್ಚರಿಸಿದ್ದಾರೆ. ಸೌದಿ ಅರೇಬಿಯಾ ಮತ್ತು ರಷ್ಯಾ ನೇತೃತ್ವದ ತೈಲ ಉತ್ಪಾದಕರು ಉತ್ಪಾದನೆಯನ್ನು ಹೆಚ್ಚಿಸಲು ಒಪ್ಪಿಕೊಂಡಿದ್ದಾರೆ. ತಮ್ಮ ಉತ್ಪಾದನೆಯನ್ನು ದಿನಕ್ಕೆ 206,000 ಬ್ಯಾರೆಲ್‌ಗಳಷ್ಟು ಹೆಚ್ಚಿಸಲು ಒಪ್ಪಿಕೊಂಡಿದೆ ಎಂದು ತಿಳಿಸಿದೆ.: [408, 1274, 756, 1366]
- assistant-headline: ಬೈಕ್ ಡಿಕ್ಕಿ - ಅಸಿಸ್ಟೆಂಟ್ ಮ್ಯಾನೇಜರ್ ಸಾವು: [463, 1589, 700, 1662]
- registration-dot: [1411, 2349, 1427, 2366]
- veerashaiva-col-2: ಇದುವರೆಗಿಂದಲೇ ಸಂಸ್ಕೃತಿ, ಸಂಪ್ರದಾಯ ಪದ್ಧತಿಗಳು ಉಳಿದುಕೊಂಡಿವೆ. ವರ್ಷಕ್ಕೊಮ್ಮೆ ನಡೆಯುವ ಜಯಂತಿ ಕಾರ್ಯಕ್ರಮಗಳು ಸಮುದಾಯದ ಏಕತೆಯ ಪ್ರತೀಕ. ಜಿಲ್ಲಾ ಸಚಿವರು ಸಭೆಯಲ್ಲಿ ಉಪಸ್ಥಿತರಿದ್ದು ಸಮುದಾಯದ ಅಭಿವೃದ್ಧಿಗೆ ಸಹಕಾರ ನೀಡುವ ಭರವಸೆ ನೀಡಿದರು. ಸಮಾಜದ ಸಮೃದ್ಧಿಯೇ ಪ್ರಮುಖ ಗುರಿ ಜಿಲ್ಲೆಯ ಎಲ್ಲಾ ತಾಲೂಕುಗಳಲ್ಲೂ ಸಮುದಾಯ ಭವನಗಳನ್ನು ನಿರ್ಮಿಸಲು ಯೋಜನೆ ರೂಪಿಸಲಾಗಿದೆ ಎಂದು ಜಿಲ್ಲಾಧಿಕಾರಿ ತಿಳಿಸಿದರು.: [952, 447, 1300, 588]
- lake-road-photo: [952, 1496, 1300, 1681]
- veerashaiva-col-1: ಕೋಲಾರ:2-ವೀರಶೈವಲಿಂಗಾಯತ ಸಮುದಾಯ ಭವನಕ್ಕೆ ಜಾಗ ಕೊಡಿಸಬೇಕೆನ್ನುವ ಬಹುದಿನಗಳ ಬೇಡಿಕೆಗೆ ಈಗ ಮನ್ನಣೆ ದೊರೆತಿದ್ದು, ಸರ್ಕಾರ ಜಾಗ ಮಂಜೂರು ಮಾಡಿದೆ ಎಂದು ಶಾಸಕ ಕೊತ್ತೂರು ಮಂಜುನಾಥ್ ಭರವಸೆ ನೀಡಿದರು. ನಗರದ ಚನ್ನಯ್ಯ ರಂಗಮಂದಿರದಲ್ಲಿ ಜಿಲ್ಲಾಡಳಿತ ಏರ್ಪಡಿಸಿದ್ದ ಕಾರ್ಯಕ್ರಮದಲ್ಲಿ ಮಾತನಾಡಿದ ಅವರು, ಸಮುದಾಯ ಭವನ ನಿರ್ಮಾಣಕ್ಕೆ ಅಗತ್ಯ ಅನುದಾನವನ್ನೂ ಒದಗಿಸಲಾಗುವುದು ಎಂದರು. ಮಠಾಧೀಶರು ಸಾನ್ನಿಧ್ಯ ವಹಿಸಿದ್ದರು.: [772, 213, 943, 460]
- newspaper-logo: ಸಂಜೆವಾಣಿ: [712, 107, 829, 146]
- registration-dot: [1459, 2349, 1475, 2366]
- temple-col-1: ಮಾಡಲಾಗುತ್ತದೆ ಮತ್ತು ಬೆಳಗ್ಗೆ ರಾತ್ರಿ 9.30 ರವರೆಗೆ ದರ್ಶನಕ್ಕೆ ಅವಕಾಶ ಇರುವುದಿಲ್ಲ. ಮರುದಿನ ನಿತ್ಯದ ಶಾಂತಿ ಹೋಮವನ್ನು ನಡೆಸಲಾಗುವುದು. ಬನಶಂಕರಿ ದೇವಸ್ಥಾನದಲ್ಲಿ ಪೂರ್ಣಿಮಾ ಪೂಜೆ ರಥಸಪ್ತಮಿಗಳವರೆಗೂ ನಗರದಲ್ಲಿರುವ ಬನಶಂಕರಿ ದೇವಸ್ಥಾನದಲ್ಲಿ ಬೆಳಗ್ಗೆ ಗಂಟೆಯಿಂದಲೇ ವಿಶೇಷ ಪೂಜಾ ವಿಧಿವಿಧಾನಗಳನ್ನು ನೆರವೇರಿಸಲಾಗುವುದು. ಹೆಚ್ಚಿನ ಭಕ್ತರು ಪೂರ್ಣಿಮಾ ಅಭಿಷೇಕ ಸೇವೆಯಲ್ಲಿ ಪಾಲ್ಗೊಳ್ಳಲು ಅವಕಾಶವಿದೆ.: [46, 1182, 216, 1421]
- temple-photo-caption: [952, 2028, 958, 2029]
- iran-col-2: ಈ ಪ್ರದೇಶದಾದ್ಯಂತ ಇರಾನ್ ಪ್ರತೀಕಾರ ಇಸ್ರೇಲ್ ಮತ್ತು ಅನೇಕ ಗಲ್ಫ್ ರಾಷ್ಟ್ರಗಳ ಮೇಲೆ ಇರಾನ್ ಕ್ಷಿಪಣಿ ಮತ್ತು ಡ್ರೋನ್ ದಾಳಿಗಳೊಂದಿಗೆ ಪ್ರತಿಕ್ರಿಯಿಸಿತು. ಇಸ್ರೇಲ್ ನಲ್ಲಿ, ಜೆರುಸಲೇಮ್ ಮತ್ತು ಟೆಲ್ ಅವಿವ್ ಮೇಲೆ ದಾಳಿ ನಡೆದಿದ್ದು ಕನಿಷ್ಠ 11 ಜನರು ಸಾವನ್ನಪ್ಪಿದ್ದಾರೆ. ಗಲ್ಫ್ ರಾಷ್ಟ್ರಗಳು ಅತ್ಯಂತ ಕಳವಳಕಾರಿ ಗಲ್ಫ್ ಸಹಕಾರ ಮಂಡಳಿಯ ವಿದೇಶಾಂಗ ಮಂತ್ರಿಗಳು ವಿಶ್ವಾಸಘಾತುಕ ದಾಳಿಗಳನ್ನು ಖಂಡಿಸಿದರು ಮತ್ತು ಪ್ರತೀಕಾರದ ಹಕ್ಕನ್ನು ಕಾಯ್ದಿರಿಸಿದ್ದಾರೆ. ಅಮೆರಿಕದ ನೆಲೆಗಳ ಬಳಕೆಗೆ ಬ್ರಿಟನ್ ಅನುಮತಿ ಇರಾನಿನ ಕ್ಷಿಪಣಿ ಉಡಾವಣಾ ತಾಣಗಳನ್ನು ನಾಶಮಾಡುವ ಉದ್ದೇಶಕ್ಕಾಗಿ ಬ್ರಿಟಿಷ್ ನೆಲೆಗಳನ್ನು ಬಳಸಲು ಅಮೆರಿಕಕ್ಕೆ ಬ್ರಿಟನ್ ಪ್ರಧಾನಿ ಅನುಮತಿ ನೀಡಿದ್ದಾರೆ.: [225, 259, 397, 629]
- redcross-headline: ಇಂಡಿಯನ್ ರೆಡ್ ಕ್ರಾಸ್ ಬ್ಲಡ್ ಸ್ಟೋರೇಜ್ ಯೂನಿಟ್ ಆರಂಭ: [156, 2004, 654, 2034]
- footer-color-bar-right: [1364, 2349, 1512, 2372]
- bike-body: ಪಾದರಾಜ ಮೃತಪಟ್ಟವರು. ಇಸ್ಮಾಯಿಲ್ ನದಾಫ್(54) ಮೃತಪಟ್ಟವರು. ನೆಲಮಂಗಲದ ತುಮಕೂರು ರಸ್ತೆಯಲ್ಲಿ ರಸ್ತೆ ದಾಟುವ ಸಮಯದಲ್ಲಿ ಹಾಸನ ಬಸ್ ಚಾಲಕ ಅತಿ ವೇಗದಿಂದ ಬಂದ ಬೈಕ್ ಡಿಕ್ಕಿಯಾಗಿ ಮೃತಪಟ್ಟಿದ್ದಾರೆ. ಚಿಕ್ಕಬಾಣಾವರ ಸಂಚಾರ ಪೊಲೀಸರು ಅಪಘಾತ ಪ್ರಕರಣ ದಾಖಲಿಸಿ ಪ್ರಕರಣದ ಬಗ್ಗೆ ತನಿಖೆ ಕೈಗೊಂಡಿದ್ದಾರೆ.: [46, 1507, 394, 1579]
- footer-color-bar-left: [46, 2349, 194, 2372]
- registration-dot: [1435, 2349, 1451, 2366]
- registration-dot: [117, 2349, 133, 2366]
- ad-contact: ಬೆಂಗಳೂರು | ಜಾಹೀರಾತುಗಾಗಿ ಸಂಪರ್ಕಿಸಿ - 94498 71825: [1156, 115, 1437, 130]
- registration-dot: [141, 2349, 157, 2366]
- column-divider: [763, 159, 765, 1960]
- registration-dot: [46, 2349, 62, 2366]
- fire-night-photo: [1310, 1153, 1486, 1272]
- vrp-headline-banner: ವಿ ಆರ್ ಪಿ ಪ್ರೀಮಿಯಂ ಲೀಗ್ ವಿಜೇತರಿಗೆ ಬಹುಮಾನ ವಿತರಣೆ: [772, 787, 1486, 829]
- iran-col-4: ಹೊಸ ಸರ್ವೋಚ್ಚ ನಾಯಕನನ್ನು ನಿಯೋಜಿಸುವವರೆಗೆ ಇರಾನ್ ನ ವಿದೇಶಾಂಗ ಸಚಿವ ಅಬ್ಬಾಸ್ ಅರಾಘ್ಚಿ ಹೇಳಿಕೆ ನೀಡಿದ್ದಾರೆ. ಅರಂಭಿಕ ದಾಳಿಯಲ್ಲಿ ಸರ್ವೋಚ್ಚ ನಾಯಕ ಸಾವು ಹಿರಿಯ ನಾಯಕತ್ವ ಮತ್ತು ರೆವಲ್ಯೂಷನರಿ ಗಾರ್ಡ್ ಸೌಲಭ್ಯಗಳನ್ನು ಗುರಿಯಾಗಿಸಿ ನಡೆದ ದಾಳಿಯ ಮೊದಲ ಅಲೆಗಳಲ್ಲಿ ಸರ್ವೋಚ್ಚ ನಾಯಕ ಸಾವನ್ನಪ್ಪಿದ್ದಾರೆ ಎಂದು ಇರಾನಿನ ಸರ್ಕಾರಿ ಮಾಧ್ಯಮ ದೃಢಪಡಿಸಿದೆ. ಅಮೆರಿಕದಲ್ಲಿ ಉದ್ವಿಗ್ನತೆ ಅಮೆರಿಕದ ಡೆಮಾಕ್ರಟಿಕ್ ನಾಯಕ ಹಕೀಮ್ ಜೆಫ್ರೀಸ್ ಈ ಕಾರ್ಯಾಚರಣೆಯನ್ನು ಏಕಪಕ್ಷೀಯ ನಿರ್ಧಾರ ಎಂದು ಟೀಕಿಸಿದ್ದಾರೆ. ಪಾಕಿಸ್ತಾನದಲ್ಲಿ ಪ್ರತಿಭಟನೆಗಳು ಭುಗಿಲೆದ್ದಿವೆ. ಯುದ್ಧದ ಆತಂಕದಿಂದ ಜಾಗತಿಕ ತೈಲ ಬೆಲೆ ಏರಿಕೆ ಕಂಡಿದೆ.: [584, 254, 756, 619]
- chennakeshava-headline: ನಾಳೆ ಚನ್ನಕೇಶವಸ್ವಾಮಿ ರಥೋತ್ಸವ - ದ್ರೌಪದಮ್ಮ ಕರಗ ಮಹೋತ್ಸವ: [872, 1801, 1386, 1830]
- kodi-col-2: ಮಾಡುತ್ತಿದ್ದು, ಕೋಡಿಶ್ರೀಗಳು, ದೇಶಗಳ ನಡುವೆ ಯುದ್ಧಗಳು ಹೆಚ್ಚಾಗುತ್ತದೆ, ರಾಜಕೀಯ ಅಸ್ಥಿರತೆ ಉಂಟಾಗುತ್ತದೆ ಎಂದು ಮುನ್ಸೂಚನೆ ನೀಡಿದ್ದರು. ಇಸ್ರೇಲ್ ಮತ್ತು ಇರಾನ್ ನಡುವಿನ ಸಂಘರ್ಷ ಹಾಗೂ ಇರಾನ್ ನ ಪರಮೋಚ್ಚ ನಾಯಕ ಖಮೇನಿ ಅವರ ಹತ್ಯೆ ಭವಿಷ್ಯವಾಣಿಗೆ ಪುಷ್ಟಿ ನೀಡಿದೆ. ಶ್ರೀಗಳ ಮಾತುಗಳು ಸಾಮಾಜಿಕ ಮಾಧ್ಯಮದಲ್ಲಿ ವ್ಯಾಪಕ ಚರ್ಚೆಗೆ ಕಾರಣವಾಗಿವೆ.: [224, 1652, 394, 1840]
- temple-headline: ಗ್ರಹಣದ ಹಿನ್ನೆಲೆ ದೇವಸ್ಥಾನ ದರ್ಶನ ಸಮಯ ಬದಲಾವಣೆ: [62, 1101, 378, 1166]
- registration-dot: [93, 2349, 110, 2366]
